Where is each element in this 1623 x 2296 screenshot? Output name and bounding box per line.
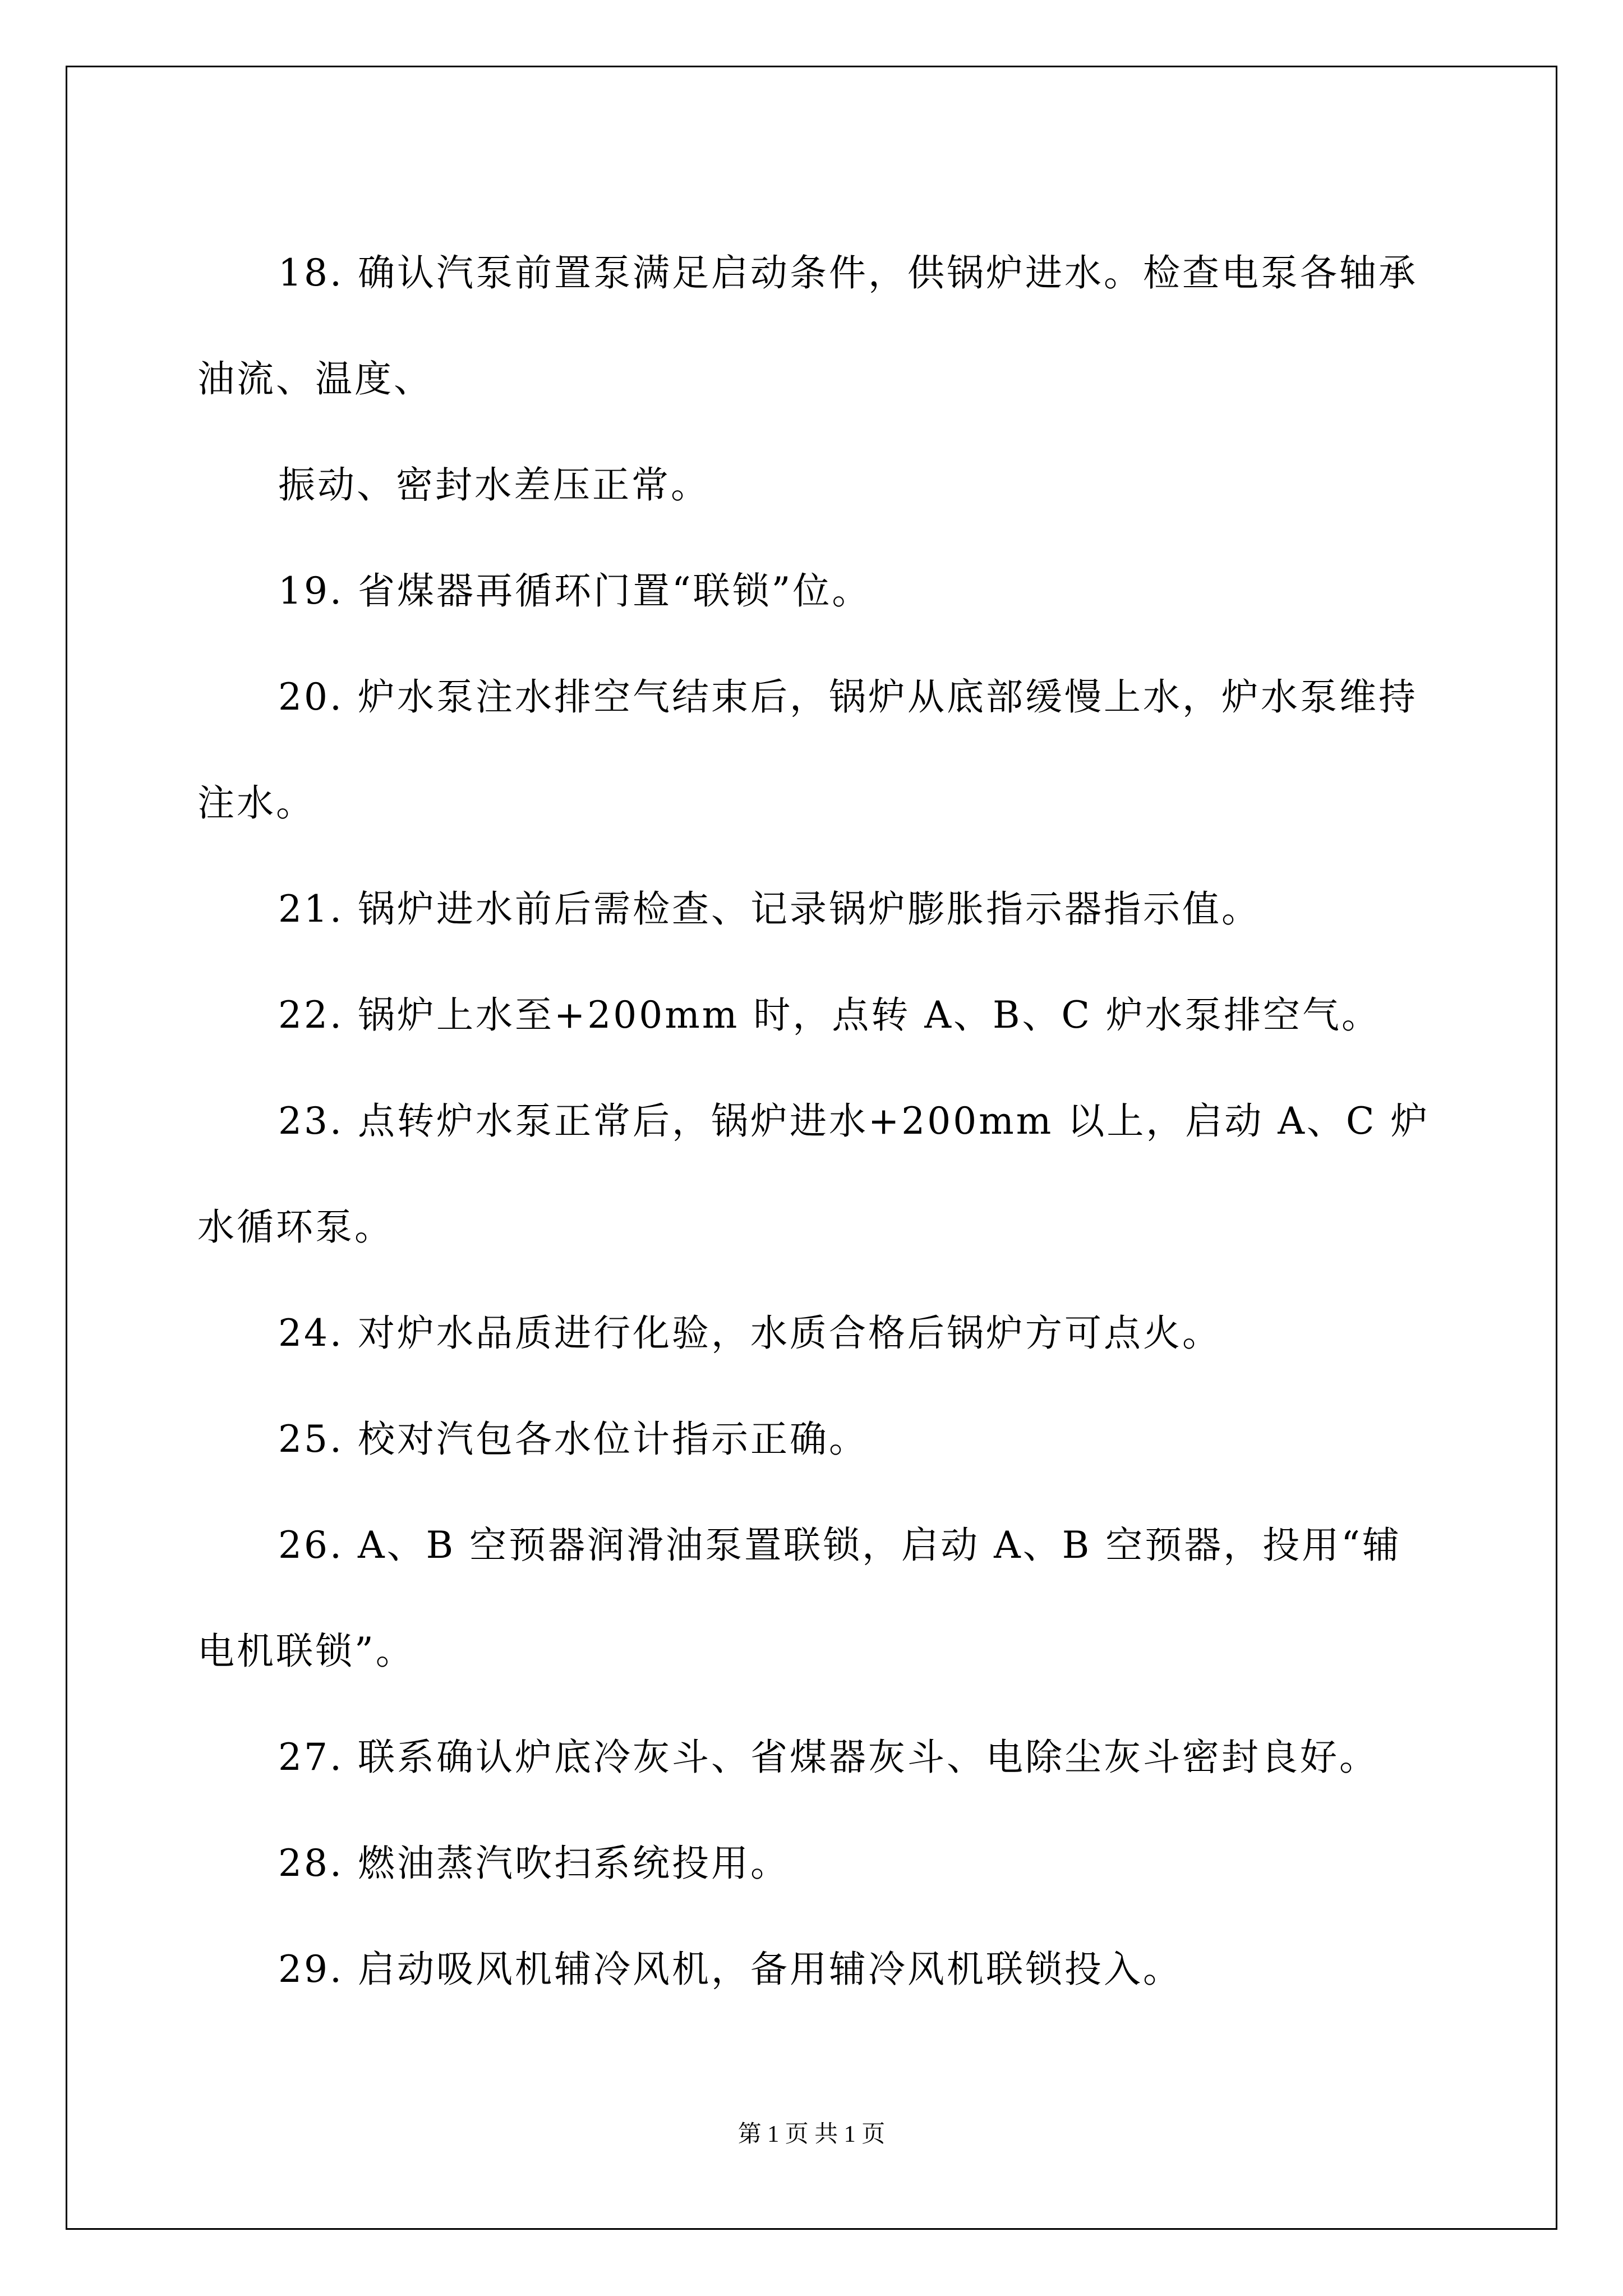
paragraph-25: 25. 校对汽包各水位计指示正确。 [278, 1418, 868, 1461]
page-footer: 第 1 页 共 1 页 [737, 2122, 886, 2147]
paragraph-24: 24. 对炉水品质进行化验，水质合格后锅炉方可点火。 [278, 1312, 1221, 1355]
paragraph-20: 20. 炉水泵注水排空气结束后，锅炉从底部缓慢上水，炉水泵维持注水。 [197, 675, 1418, 825]
paragraph-28: 28. 燃油蒸汽吹扫系统投用。 [278, 1842, 790, 1885]
paragraph-27: 27. 联系确认炉底冷灰斗、省煤器灰斗、电除尘灰斗密封良好。 [278, 1736, 1378, 1779]
paragraph-22: 22. 锅炉上水至+200mm 时，点转 A、B、C 炉水泵排空气。 [278, 993, 1381, 1037]
paragraph-26: 26. A、B 空预器润滑油泵置联锁，启动 A、B 空预器，投用“辅电机联锁”。 [197, 1524, 1401, 1673]
paragraph-19: 19. 省煤器再循环门置“联锁”位。 [278, 569, 872, 613]
paragraph-21: 21. 锅炉进水前后需检查、记录锅炉膨胀指示器指示值。 [278, 887, 1261, 931]
paragraph-18-continued: 振动、密封水差压正常。 [278, 463, 710, 507]
document-body [197, 220, 1431, 2022]
paragraph-18: 18. 确认汽泵前置泵满足启动条件，供锅炉进水。检查电泵各轴承油流、温度、 [197, 251, 1418, 401]
paragraph-23: 23. 点转炉水泵正常后，锅炉进水+200mm 以上，启动 A、C 炉水循环泵。 [197, 1099, 1430, 1249]
paragraph-29: 29. 启动吸风机辅冷风机，备用辅冷风机联锁投入。 [278, 1948, 1182, 1991]
